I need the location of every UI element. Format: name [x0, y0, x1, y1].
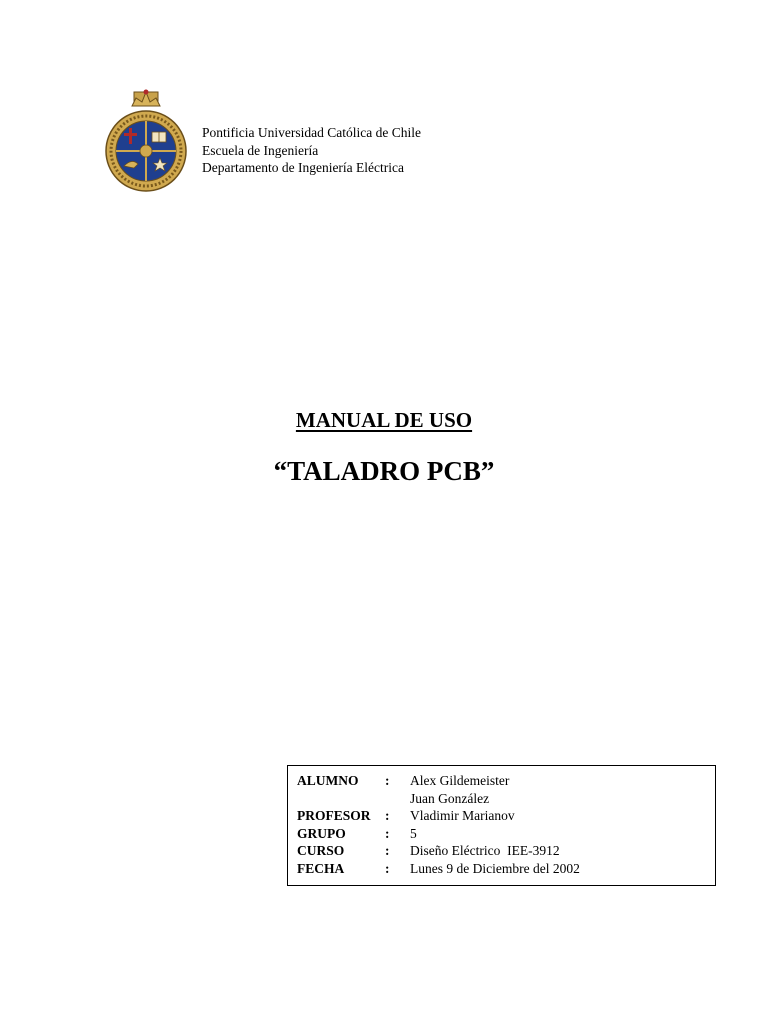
institution-line-school: Escuela de Ingeniería	[202, 142, 319, 158]
institution-line-department: Departamento de Ingeniería Eléctrica	[202, 160, 405, 175]
info-row-grupo	[297, 825, 580, 843]
info-row-curso	[297, 842, 580, 860]
fecha-label: FECHA	[297, 860, 345, 876]
info-row-alumno-2	[297, 790, 580, 808]
profesor-value: Vladimir Marianov	[410, 808, 515, 823]
info-row-profesor	[297, 807, 580, 825]
grupo-colon: :	[385, 825, 390, 841]
manual-title: MANUAL DE USO	[295, 408, 473, 432]
institution-header	[202, 124, 421, 177]
profesor-label: PROFESOR	[297, 808, 371, 823]
alumno-colon: :	[385, 773, 390, 788]
alumno-label: ALUMNO	[297, 773, 359, 788]
curso-value: Diseño Eléctrico IEE-3912	[410, 843, 560, 858]
project-title: “TALADRO PCB”	[273, 456, 495, 486]
info-table	[297, 772, 580, 877]
info-box	[287, 765, 716, 886]
info-row-alumno	[297, 772, 580, 790]
institution-line-university: Pontificia Universidad Católica de Chile	[202, 125, 421, 140]
grupo-label: GRUPO	[297, 825, 346, 841]
profesor-colon: :	[385, 808, 390, 823]
title-block	[0, 406, 768, 488]
info-row-fecha	[297, 860, 580, 878]
fecha-value: Lunes 9 de Diciembre del 2002	[410, 860, 580, 876]
university-crest-logo	[104, 88, 188, 196]
fecha-colon: :	[385, 860, 390, 876]
curso-colon: :	[385, 843, 390, 858]
alumno-name-1: Alex Gildemeister	[410, 773, 510, 788]
curso-label: CURSO	[297, 843, 345, 858]
alumno-name-2: Juan González	[410, 790, 490, 806]
grupo-value: 5	[410, 825, 417, 841]
